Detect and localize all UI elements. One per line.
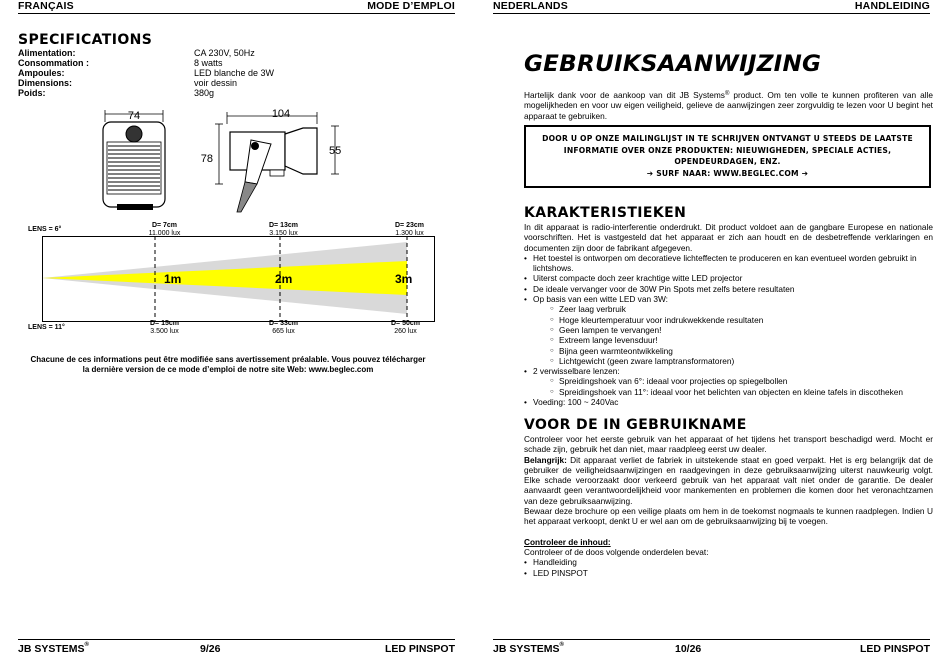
list-item: ○ Zeer laag verbruik bbox=[550, 304, 933, 314]
list-item: • Handleiding bbox=[524, 557, 933, 567]
spec-row bbox=[18, 58, 448, 68]
dimension-drawing bbox=[95, 104, 355, 216]
specifications-title: SPECIFICATIONS bbox=[18, 32, 153, 48]
before-use-title: VOOR DE IN GEBRUIKNAME bbox=[524, 417, 747, 433]
header-section: HANDLEIDING bbox=[854, 0, 930, 12]
footer-page-number: 10/26 bbox=[675, 643, 702, 655]
list-item: • De ideale vervanger voor de 30W Pin Spots met zelfs betere resultaten bbox=[524, 284, 933, 294]
important-paragraph: Belangrijk: Dit apparaat verliet de fabriek in uitstekende staat en goed verpakt. Het is erg belangrijk dat de gebruiker de veiligheidsaanwijzingen en raadgevingen in deze gebruiksaanwijzing uiterst nauwkeurig volgt. Elke schade veroorzaakt door verkeerd gebruik van het apparaat valt niet onder de garantie. De dealer aanvaardt geen verantwoordelijkheid voor mankementen en problemen die komen door het veronachtzamen van deze gebruiksaanwijzing. bbox=[524, 454, 933, 506]
beam-label-bottom: D= 33cm 665 lux bbox=[269, 320, 298, 335]
header-section: MODE D’EMPLOI bbox=[367, 0, 455, 12]
spec-key: Poids: bbox=[18, 88, 46, 98]
list-item: ○ Extreem lange levensduur! bbox=[550, 335, 933, 345]
footer-product: LED PINSPOT bbox=[859, 643, 930, 655]
led-sub-list bbox=[550, 304, 933, 366]
spec-key: Alimentation: bbox=[18, 48, 76, 58]
length-dimension: 104 bbox=[271, 108, 291, 120]
list-item: • 2 verwisselbare lenzen: ○ Spreidingshoek van 6°: ideaal voor projecties op spiegelbollen ○ Spreidingshoek van 11°: ideaal voor het belichten van objecten en kleine tafels in discotheken bbox=[524, 366, 933, 397]
footer-brand: JB SYSTEMS® bbox=[493, 642, 564, 655]
manual-title: GEBRUIKSAANWIJZING bbox=[524, 52, 822, 77]
specifications-list bbox=[18, 48, 448, 98]
spec-value: voir dessin bbox=[194, 78, 238, 88]
disclaimer-note: Chacune de ces informations peut être modifiée sans avertissement préalable. Vous pouvez télécharger la dernière version de ce mode d’emploi de notre site Web: www.beglec.com bbox=[30, 355, 426, 374]
distance-2m: 2m bbox=[275, 272, 293, 286]
footer-product: LED PINSPOT bbox=[384, 643, 455, 655]
mailing-list-box bbox=[524, 125, 931, 188]
check-paragraph: Controleer voor het eerste gebruik van het apparaat of het tijdens het transport beschadigd werd. Mocht er schade zijn, gebruik het dan niet, maar raadpleeg eerst uw dealer. bbox=[524, 434, 933, 455]
beam-label-top: D= 7cm 11.000 lux bbox=[148, 222, 181, 237]
footer-brand: JB SYSTEMS® bbox=[18, 642, 89, 655]
header-language: NEDERLANDS bbox=[493, 0, 568, 12]
intro-paragraph: Hartelijk dank voor de aankoop van dit JB Systems® product. Om ten volle te kunnen profiteren van alle mogelijkheden en voor uw eigen veiligheid, gelieve de aanwijzingen zeer zorgvuldig te lezen voor U begint het apparaat te gebruiken. bbox=[524, 90, 933, 121]
spec-key: Consommation : bbox=[18, 58, 89, 68]
list-item: ○ Geen lampen te vervangen! bbox=[550, 325, 933, 335]
mailing-list-text: DOOR U OP ONZE MAILINGLIJST IN TE SCHRIJVEN ONTVANGT U STEEDS DE LAATSTE INFORMATIE OVER ONZE PRODUKTEN: NIEUWIGHEDEN, SPECIALE ACTIES, OPENDEURDAGEN, ENZ. bbox=[542, 134, 913, 166]
characteristics-section bbox=[524, 222, 933, 407]
contents-title: Controleer de inhoud: bbox=[524, 536, 611, 547]
page-footer bbox=[18, 639, 455, 654]
beam-diagram bbox=[40, 236, 435, 322]
list-item: ○ Spreidingshoek van 6°: ideaal voor projecties op spiegelbollen bbox=[550, 376, 933, 386]
height-dimension: 78 bbox=[200, 153, 213, 165]
left-page bbox=[0, 0, 475, 654]
page-header bbox=[493, 0, 930, 14]
list-item: • Uiterst compacte doch zeer krachtige witte LED projector bbox=[524, 273, 933, 283]
spec-value: 8 watts bbox=[194, 58, 223, 68]
width-dimension: 74 bbox=[127, 110, 141, 122]
spec-row bbox=[18, 88, 448, 98]
spec-row bbox=[18, 48, 448, 58]
contents-intro: Controleer of de doos volgende onderdelen bevat: bbox=[524, 546, 709, 557]
spec-row bbox=[18, 78, 448, 88]
head-dimension: 55 bbox=[329, 145, 342, 157]
spec-key: Ampoules: bbox=[18, 68, 65, 78]
spec-row bbox=[18, 68, 448, 78]
list-item: ○ Lichtgewicht (geen zware lamptransformatoren) bbox=[550, 356, 933, 366]
list-item: • Voeding: 100 ~ 240Vac bbox=[524, 397, 933, 407]
beam-label-bottom: D= 15cm 3.500 lux bbox=[150, 320, 179, 335]
website-link[interactable]: ➔ SURF NAAR: WWW.BEGLEC.COM ➔ bbox=[646, 168, 809, 178]
lens-sub-list bbox=[550, 376, 933, 397]
lens-11-label: LENS = 11° bbox=[28, 324, 65, 331]
beam-label-bottom: D= 50cm 260 lux bbox=[391, 320, 420, 335]
feature-list bbox=[524, 253, 933, 407]
spec-value: LED blanche de 3W bbox=[194, 68, 275, 78]
spec-key: Dimensions: bbox=[18, 78, 73, 88]
contents-list bbox=[524, 557, 933, 578]
list-item: • Op basis van een witte LED van 3W: ○ Zeer laag verbruik ○ Hoge kleurtemperatuur voor indrukwekkende resultaten ○ Geen lampen te vervangen! ○ Extreem lange levensduur! ○ Bijna geen warmteontwikkeling ○ Lichtgewicht (geen zware lamptransformatoren) bbox=[524, 294, 933, 366]
list-item: • Het toestel is ontworpen om decoratieve lichteffecten te produceren en kan eventueel worden gebruikt in lichtshows. bbox=[524, 253, 933, 274]
distance-1m: 1m bbox=[164, 272, 182, 286]
characteristics-title: KARAKTERISTIEKEN bbox=[524, 205, 687, 221]
list-item: ○ Bijna geen warmteontwikkeling bbox=[550, 346, 933, 356]
list-item: • LED PINSPOT bbox=[524, 568, 933, 578]
footer-page-number: 9/26 bbox=[200, 643, 221, 655]
distance-3m: 3m bbox=[395, 272, 413, 286]
spec-value: 380g bbox=[194, 88, 215, 98]
lens-6-label: LENS = 6° bbox=[28, 226, 62, 233]
before-use-section bbox=[524, 434, 933, 578]
beam-label-top: D= 13cm 3.150 lux bbox=[269, 222, 298, 237]
side-view-icon bbox=[215, 112, 342, 212]
header-language: FRANÇAIS bbox=[18, 0, 74, 12]
page-header bbox=[18, 0, 455, 14]
page-footer bbox=[493, 639, 930, 654]
list-item: ○ Hoge kleurtemperatuur voor indrukwekkende resultaten bbox=[550, 315, 933, 325]
spec-value: CA 230V, 50Hz bbox=[194, 48, 255, 58]
front-view-icon bbox=[103, 110, 165, 210]
list-item: ○ Spreidingshoek van 11°: ideaal voor het belichten van objecten en kleine tafels in discotheken bbox=[550, 387, 933, 397]
beam-label-top: D= 23cm 1.300 lux bbox=[395, 222, 424, 237]
characteristics-intro: In dit apparaat is radio-interferentie onderdrukt. Dit product voldoet aan de gangbare Europese en nationale voorschriften. Het is vastgesteld dat het apparaat er zich aan houdt en de desbetreffende verklaringen en documenten zijn door de fabrikant afgegeven. bbox=[524, 222, 933, 253]
keep-paragraph: Bewaar deze brochure op een veilige plaats om hem in de toekomst nogmaals te kunnen raadplegen. Indien U het apparaat verkoopt, denkt U er wel aan om de gebruiksaanwijzing bij te voegen. bbox=[524, 506, 933, 527]
